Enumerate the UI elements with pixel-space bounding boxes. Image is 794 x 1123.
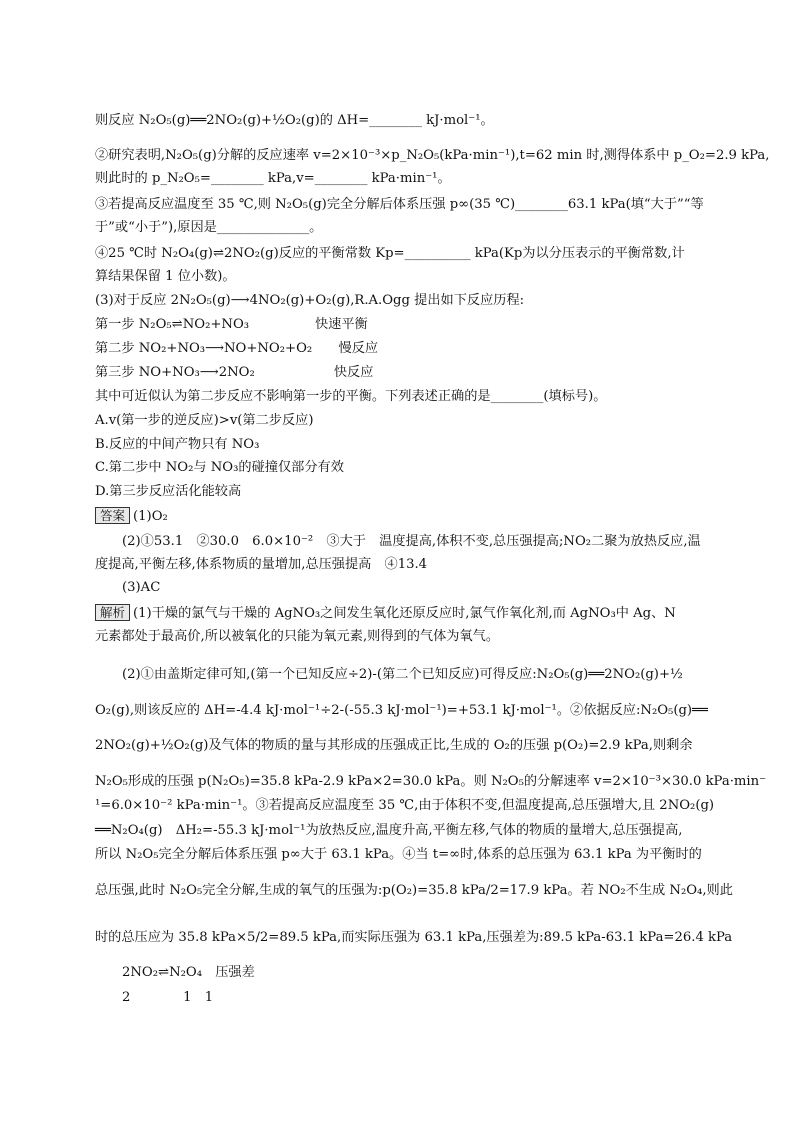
analysis-line-10: 总压强,此时 N₂O₅完全分解,生成的氧气的压强为:p(O₂)=35.8 kPa/2=17.9 kPa。若 NO₂不生成 N₂O₄,则此 [95, 883, 733, 898]
analysis-tag: 解析 [95, 604, 130, 621]
question-line-5: 于”或“小于”),原因是______________。 [95, 220, 323, 235]
option-b: B.反应的中间产物只有 NO₃ [95, 437, 260, 452]
question-line-2: ②研究表明,N₂O₅(g)分解的反应速率 v=2×10⁻³×p_N₂O₅(kPa·min⁻¹),t=62 min 时,测得体系中 p_O₂=2.9 kPa, [95, 148, 770, 163]
analysis-line-12: 2NO₂⇌N₂O₄ 压强差 [122, 965, 255, 980]
analysis-line-6: N₂O₅形成的压强 p(N₂O₅)=35.8 kPa-2.9 kPa×2=30.0 kPa。则 N₂O₅的分解速率 v=2×10⁻³×30.0 kPa·min⁻ [95, 774, 767, 789]
option-a: A.v(第一步的逆反应)>v(第二步反应) [95, 413, 314, 428]
analysis-line-11: 时的总压应为 35.8 kPa×5/2=89.5 kPa,而实际压强为 63.1 kPa,压强差为:89.5 kPa-63.1 kPa=26.4 kPa [95, 930, 733, 945]
question-line-6: ④25 ℃时 N₂O₄(g)⇌2NO₂(g)反应的平衡常数 Kp=__________ kPa(Kp为以分压表示的平衡常数,计 [95, 246, 685, 261]
step-1: 第一步 N₂O₅⇌NO₂+NO₃ 快速平衡 [95, 317, 368, 332]
question-line-3: 则此时的 p_N₂O₅=________ kPa,v=________ kPa·min⁻¹。 [95, 171, 451, 186]
question-line-1: 则反应 N₂O₅(g)══2NO₂(g)+½O₂(g)的 ΔH=________ kJ·mol⁻¹。 [95, 113, 494, 128]
step-3: 第三步 NO+NO₃⟶2NO₂ 快反应 [95, 365, 374, 380]
analysis-line-3: (2)①由盖斯定律可知,(第一个已知反应÷2)-(第二个已知反应)可得反应:N₂O₅(g)══2NO₂(g)+½ [122, 667, 683, 682]
answer-line-1 [95, 507, 168, 526]
answer-line-4: (3)AC [122, 580, 161, 595]
answer-part-1: (1)O₂ [133, 509, 168, 524]
step-2: 第二步 NO₂+NO₃⟶NO+NO₂+O₂ 慢反应 [95, 341, 379, 356]
analysis-line-1 [95, 604, 676, 623]
answer-tag: 答案 [95, 507, 130, 524]
analysis-line-4: O₂(g),则该反应的 ΔH=-4.4 kJ·mol⁻¹÷2-(-55.3 kJ·mol⁻¹)=+53.1 kJ·mol⁻¹。②依据反应:N₂O₅(g)══ [95, 703, 708, 718]
analysis-line-9: 所以 N₂O₅完全分解后体系压强 p∞大于 63.1 kPa。④当 t=∞时,体系的总压强为 63.1 kPa 为平衡时的 [95, 847, 702, 862]
analysis-line-2: 元素都处于最高价,所以被氧化的只能为氧元素,则得到的气体为氧气。 [95, 629, 500, 644]
analysis-line-8: ══N₂O₄(g) ΔH₂=-55.3 kJ·mol⁻¹为放热反应,温度升高,平衡左移,气体的物质的量增大,总压强提高, [95, 823, 683, 838]
question-line-12: 其中可近似认为第二步反应不影响第一步的平衡。下列表述正确的是________(填标号)。 [95, 389, 607, 404]
question-line-8: (3)对于反应 2N₂O₅(g)⟶4NO₂(g)+O₂(g),R.A.Ogg 提出如下反应历程: [95, 293, 525, 308]
answer-line-3: 度提高,平衡左移,体系物质的量增加,总压强提高 ④13.4 [95, 557, 428, 572]
analysis-line-5: 2NO₂(g)+½O₂(g)及气体的物质的量与其形成的压强成正比,生成的 O₂的压强 p(O₂)=2.9 kPa,则剩余 [95, 738, 693, 753]
analysis-line-13: 2 1 1 [122, 990, 214, 1005]
answer-line-2: (2)①53.1 ②30.0 6.0×10⁻² ③大于 温度提高,体积不变,总压强提高;NO₂二聚为放热反应,温 [122, 534, 701, 549]
analysis-line-7: ¹=6.0×10⁻² kPa·min⁻¹。③若提高反应温度至 35 ℃,由于体积不变,但温度提高,总压强增大,且 2NO₂(g) [95, 798, 715, 813]
analysis-text-1: (1)干燥的氯气与干燥的 AgNO₃之间发生氧化还原反应时,氯气作氧化剂,而 AgNO₃中 Ag、N [133, 606, 676, 621]
option-d: D.第三步反应活化能较高 [95, 484, 242, 499]
option-c: C.第二步中 NO₂与 NO₃的碰撞仅部分有效 [95, 460, 344, 475]
question-line-4: ③若提高反应温度至 35 ℃,则 N₂O₅(g)完全分解后体系压强 p∞(35 ℃)________63.1 kPa(填“大于”“等 [95, 197, 704, 212]
question-line-7: 算结果保留 1 位小数)。 [95, 269, 236, 284]
